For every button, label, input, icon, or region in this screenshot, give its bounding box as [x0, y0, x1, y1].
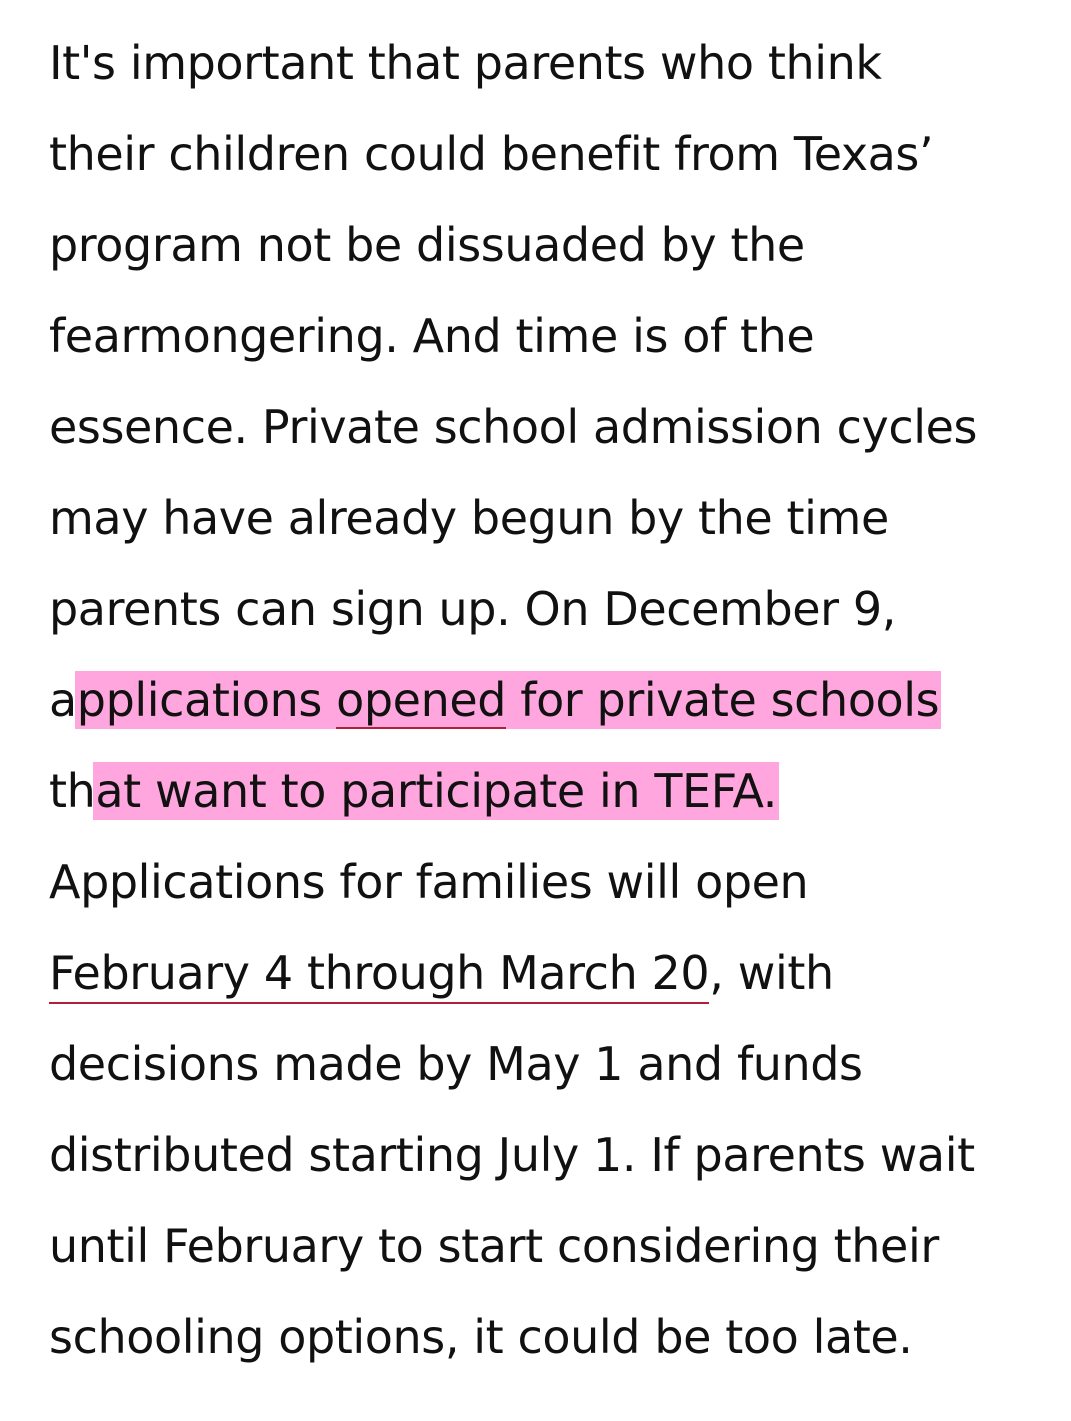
paragraph-line: [49, 1034, 863, 1094]
paragraph-line: [49, 124, 933, 184]
paragraph-line: [49, 943, 834, 1003]
highlight-mark: [77, 673, 939, 727]
highlighted-text: pplications: [76, 673, 337, 727]
line-text: fearmongering. And time is of the: [49, 309, 815, 363]
line-text: may have already begun by the time: [49, 491, 889, 545]
line-text: distributed starting July 1. If parents wait: [49, 1128, 975, 1182]
paragraph-line: [49, 852, 808, 912]
paragraph-line: [49, 397, 977, 457]
paragraph-line-highlighted: [49, 670, 939, 730]
line-text: essence. Private school admission cycles: [49, 400, 978, 454]
paragraph-line: [49, 1216, 939, 1276]
paragraph-line: [49, 579, 896, 639]
line-text: decisions made by May 1 and funds: [49, 1037, 863, 1091]
line-text: schooling options, it could be too late.: [49, 1310, 913, 1364]
paragraph-line: [49, 488, 889, 548]
line-text: , with: [709, 946, 834, 1000]
line-text: program not be dissuaded by the: [49, 218, 805, 272]
application-dates-link[interactable]: February 4 through March 20: [49, 946, 709, 1004]
line-text: until February to start considering their: [49, 1219, 939, 1273]
paragraph-line: [49, 1307, 913, 1367]
highlighted-text: at want to participate in TEFA.: [95, 764, 778, 818]
highlighted-text: for private schools: [506, 673, 940, 727]
line-text: a: [49, 673, 77, 727]
line-text: th: [49, 764, 96, 818]
paragraph-line: [49, 1125, 975, 1185]
line-text: Applications for families will open: [49, 855, 809, 909]
line-text: It's important that parents who think: [49, 36, 882, 90]
line-text: their children could benefit from Texas’: [49, 127, 934, 181]
paragraph-line: [49, 33, 882, 93]
paragraph-line: [49, 215, 805, 275]
line-text: parents can sign up. On December 9,: [49, 582, 896, 636]
paragraph-line: [49, 306, 814, 366]
opened-link[interactable]: opened: [336, 673, 507, 727]
paragraph-line-highlighted: [49, 761, 777, 821]
